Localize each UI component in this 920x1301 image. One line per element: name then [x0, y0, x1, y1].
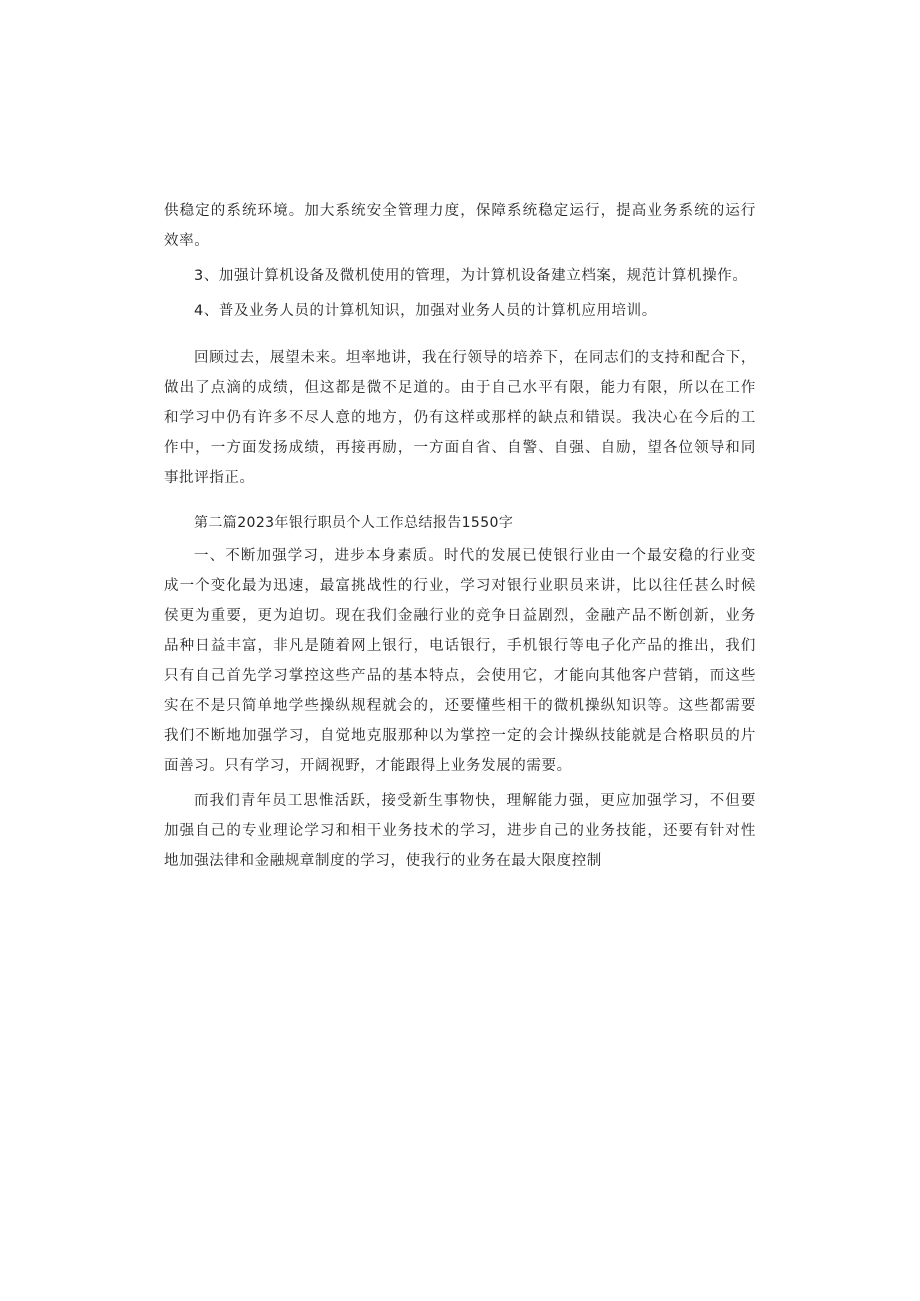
text-line: 品种日益丰富，非凡是随着网上银行，电话银行，手机银行等电子化产品的推出，我们 [164, 638, 756, 654]
text-line: 事批评指正。 [164, 470, 255, 486]
text-line: 侯更为重要，更为迫切。现在我们金融行业的竞争日益剧烈，金融产品不断创新，业务 [164, 608, 756, 624]
text-line: 实在不是只简单地学些操纵规程就会的，还要懂些相干的微机操纵知识等。这些都需要 [164, 698, 756, 714]
text-line: 我们不断地加强学习，自觉地克服那种以为掌控一定的会计操纵技能就是合格职员的片 [164, 728, 756, 744]
text-line: 供稳定的系统环境。加大系统安全管理力度，保障系统稳定运行，提高业务系统的运行 [164, 203, 756, 219]
text-line: 效率。 [164, 233, 210, 249]
paragraph-item-4 [164, 296, 756, 326]
text-line: 成一个变化最为迅速，最富挑战性的行业，学习对银行业职员来讲，比以往任甚么时候 [164, 578, 756, 594]
text-line: 回顾过去，展望未来。坦率地讲，我在行领导的培养下，在同志们的支持和配合下， [194, 350, 756, 366]
text-line: 做出了点滴的成绩，但这都是微不足道的。由于自己水平有限，能力有限，所以在工作 [164, 380, 756, 396]
heading-text: 第二篇2023年银行职员个人工作总结报告1550字 [194, 515, 514, 531]
text-line: 只有自己首先学习掌控这些产品的基本特点，会使用它，才能向其他客户营销，而这些 [164, 668, 756, 684]
text-line: 加强自己的专业理论学习和相干业务技术的学习，进步自己的业务技能，还要有针对性 [164, 823, 756, 839]
paragraph-item-3 [164, 261, 756, 291]
section-heading [164, 508, 756, 538]
text-line: 地加强法律和金融规章制度的学习，使我行的业务在最大限度控制 [164, 853, 602, 869]
text-line: 3、加强计算机设备及微机使用的管理，为计算机设备建立档案，规范计算机操作。 [194, 268, 748, 284]
text-line: 作中，一方面发扬成绩，再接再励，一方面自省、自警、自强、自励，望各位领导和同 [164, 440, 756, 456]
paragraph-system-environment [164, 196, 756, 256]
text-line: 一、不断加强学习，进步本身素质。时代的发展已使银行业由一个最安稳的行业变 [194, 548, 756, 564]
text-line: 面善习。只有学习，开阔视野，才能跟得上业务发展的需要。 [164, 758, 572, 774]
text-line: 而我们青年员工思惟活跃，接受新生事物快，理解能力强，更应加强学习，不但要 [194, 793, 756, 809]
paragraph-young-staff [164, 786, 756, 876]
paragraph-learning [164, 541, 756, 781]
text-line: 和学习中仍有许多不尽人意的地方，仍有这样或那样的缺点和错误。我决心在今后的工 [164, 410, 756, 426]
paragraph-review [164, 343, 756, 493]
text-line: 4、普及业务人员的计算机知识，加强对业务人员的计算机应用培训。 [194, 303, 657, 319]
